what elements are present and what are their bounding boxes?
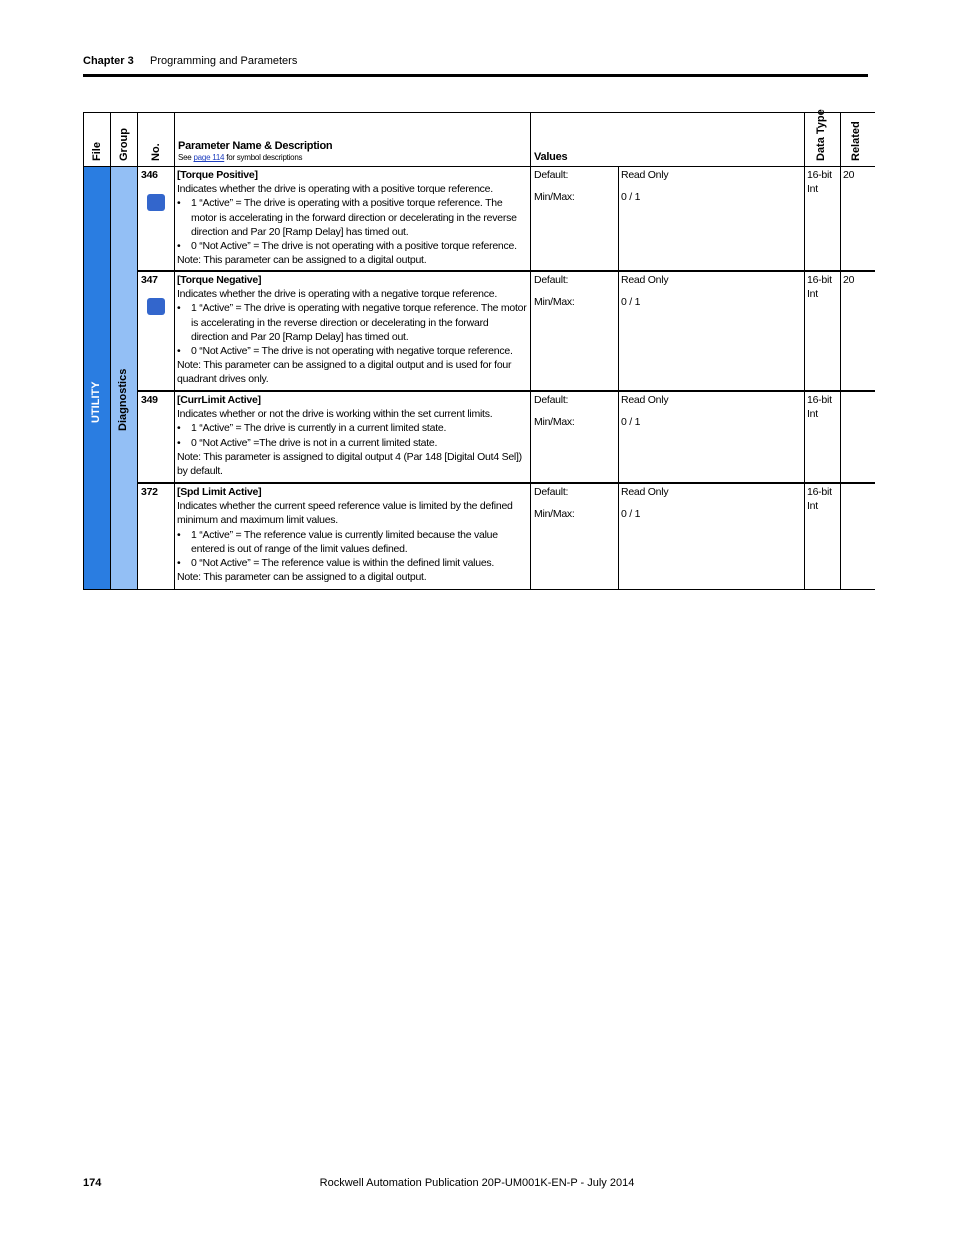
col-header-name (178, 139, 528, 163)
col-border (110, 112, 111, 590)
related-param: 20 (843, 274, 855, 286)
data-type-bits: 16-bit (807, 486, 832, 498)
default-value: Read Only (621, 486, 669, 498)
param-bullet: • 1 “Active” = The drive is currently in a current limited state. (177, 421, 527, 435)
symbol-note-suffix: for symbol descriptions (226, 153, 303, 163)
table-top-border (83, 112, 875, 113)
header-bottom-border (83, 166, 875, 167)
section-title: Programming and Parameters (150, 55, 298, 67)
data-type (807, 168, 832, 196)
data-type-bits: 16-bit (807, 274, 832, 286)
row-divider (137, 270, 875, 272)
data-type-kind: Int (807, 288, 818, 301)
param-bullet: • 0 “Not Active” =The drive is not in a current limited state. (177, 436, 527, 450)
col-border (840, 112, 841, 590)
row-divider (137, 390, 875, 392)
param-bullet: • 0 “Not Active” = The drive is not operating with a positive torque reference. (177, 239, 527, 253)
param-desc-text: Indicates whether or not the drive is working within the set current limits. (177, 408, 493, 421)
param-description (177, 168, 527, 267)
default-label: Default: (534, 169, 569, 181)
param-note: Note: This parameter can be assigned to a digital output. (177, 254, 427, 267)
col-header-name-label: Parameter Name & Description (178, 140, 333, 152)
data-type-bits: 16-bit (807, 394, 832, 406)
param-bullet: • 0 “Not Active” = The drive is not operating with negative torque reference. (177, 344, 527, 358)
col-header-values: Values (534, 151, 568, 163)
param-note: Note: This parameter can be assigned to a digital output. (177, 571, 427, 584)
minmax-label: Min/Max: (534, 416, 575, 428)
page-link[interactable]: page 114 (193, 153, 225, 163)
digital-output-symbol-icon (147, 194, 165, 211)
param-bullet: • 1 “Active” = The drive is operating with a positive torque reference. The motor is accelerating in the forward direction or decelerating in the reverse direction and Par 20 [Ramp Delay] has timed out. (177, 196, 527, 239)
param-number: 347 (141, 274, 158, 286)
param-title: [Spd Limit Active] (177, 486, 262, 498)
param-title: [Torque Negative] (177, 274, 262, 286)
minmax-value: 0 / 1 (621, 508, 641, 520)
param-number: 372 (141, 486, 158, 498)
param-note: Note: This parameter can be assigned to a digital output and is used for four quadrant drives only. (177, 359, 512, 386)
param-number: 349 (141, 394, 158, 406)
param-desc-text: Indicates whether the current speed reference value is limited by the defined minimum and maximum limit values. (177, 500, 513, 527)
param-desc-text: Indicates whether the drive is operating with a negative torque reference. (177, 288, 498, 301)
table-bottom-border (83, 589, 875, 590)
param-title: [CurrLimit Active] (177, 394, 261, 406)
minmax-label: Min/Max: (534, 296, 575, 308)
symbol-note-prefix: See (178, 153, 192, 163)
col-header-related: Related (850, 121, 862, 161)
param-number: 346 (141, 169, 158, 181)
default-value: Read Only (621, 169, 669, 181)
publication-info: Rockwell Automation Publication 20P-UM001K-EN-P - July 2014 (319, 1177, 635, 1189)
param-desc-text: Indicates whether the drive is operating with a positive torque reference. (177, 183, 493, 196)
col-border (83, 112, 84, 590)
param-bullet: • 1 “Active” = The drive is operating with negative torque reference. The motor is accelerating in the reverse direction or decelerating in the forward direction and Par 20 [Ramp Delay] has timed out. (177, 301, 527, 344)
param-bullet: • 0 “Not Active” = The reference value is within the defined limit values. (177, 556, 527, 570)
default-value: Read Only (621, 394, 669, 406)
data-type-bits: 16-bit (807, 169, 832, 181)
data-type (807, 273, 832, 301)
param-title: [Torque Positive] (177, 169, 258, 181)
related-param: 20 (843, 169, 855, 181)
col-header-no: No. (150, 143, 162, 161)
data-type-kind: Int (807, 183, 818, 196)
col-border (530, 112, 531, 590)
data-type-kind: Int (807, 500, 818, 513)
data-type (807, 485, 832, 513)
default-label: Default: (534, 274, 569, 286)
default-value: Read Only (621, 274, 669, 286)
col-header-data-type: Data Type (815, 109, 827, 161)
col-border (618, 166, 619, 590)
group-column-bar (110, 166, 137, 590)
default-label: Default: (534, 486, 569, 498)
group-name: Diagnostics (117, 368, 129, 431)
data-type-kind: Int (807, 408, 818, 421)
col-border (804, 112, 805, 590)
file-column-bar (83, 166, 110, 590)
parameter-table (83, 109, 875, 590)
minmax-label: Min/Max: (534, 508, 575, 520)
file-name: UTILITY (90, 381, 102, 423)
minmax-value: 0 / 1 (621, 191, 641, 203)
param-description (177, 485, 527, 584)
minmax-label: Min/Max: (534, 191, 575, 203)
param-note: Note: This parameter is assigned to digital output 4 (Par 148 [Digital Out4 Sel]) by default. (177, 450, 522, 478)
col-border (174, 112, 175, 590)
param-bullet: • 1 “Active” = The reference value is currently limited because the value entered is out of range of the limit values defined. (177, 528, 527, 556)
col-border (137, 112, 138, 590)
minmax-value: 0 / 1 (621, 296, 641, 308)
symbol-note (178, 153, 528, 163)
param-description (177, 273, 527, 387)
col-header-group: Group (118, 128, 130, 161)
param-description (177, 393, 527, 478)
row-divider (137, 482, 875, 484)
page-header (83, 54, 298, 68)
header-rule (83, 74, 868, 77)
default-label: Default: (534, 394, 569, 406)
digital-output-symbol-icon (147, 298, 165, 315)
minmax-value: 0 / 1 (621, 416, 641, 428)
col-header-file: File (91, 142, 103, 161)
page-number: 174 (83, 1177, 102, 1189)
data-type (807, 393, 832, 421)
chapter-label: Chapter 3 (83, 55, 134, 67)
